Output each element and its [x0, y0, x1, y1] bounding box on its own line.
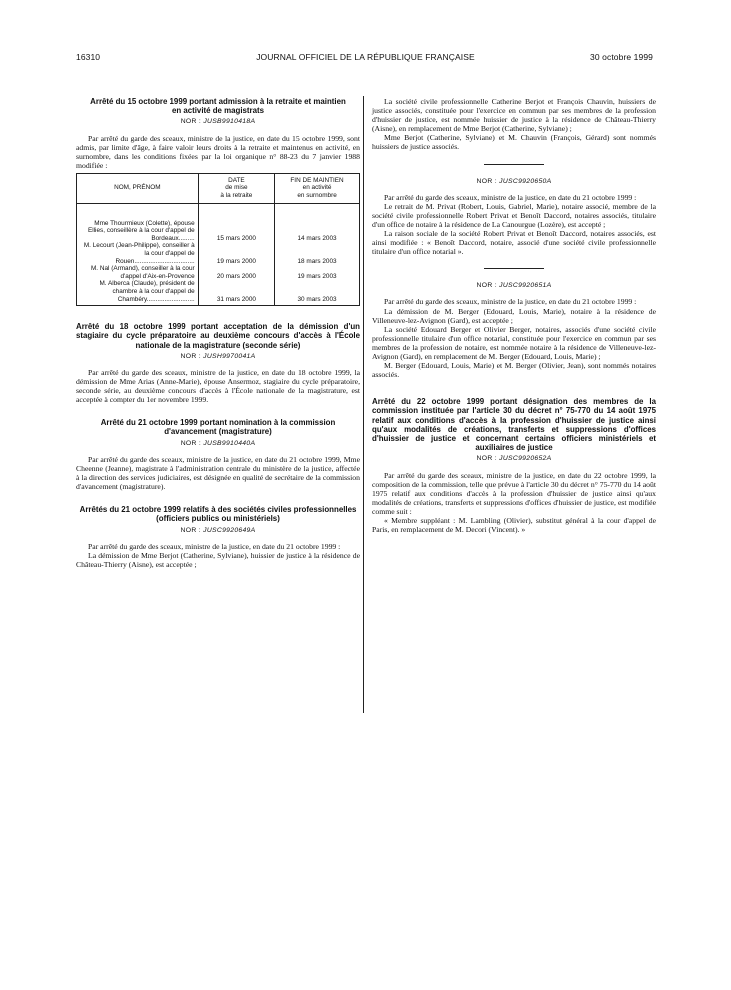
separator-rule [484, 268, 544, 269]
nor-code: JUSB9910418A [203, 118, 256, 126]
nor-label: NOR : [476, 177, 497, 185]
paragraph: Par arrêté du garde des sceaux, ministre de la justice, en date du 21 octobre 1999 : [384, 192, 637, 202]
arrete-privat [372, 177, 656, 257]
right-column [372, 97, 656, 534]
nor-code: JUSC9920651A [499, 282, 552, 290]
article-commission-huissiers [372, 397, 656, 534]
paragraph: Par arrêté du garde des sceaux, ministre de la justice, en date du 21 octobre 1999, Mme Cheenne (Jeanne), magistrate à l'administration centrale du ministère de la justice, affectée à la direction des services judiciaires, est désignée en qualité de secrétaire de la commission d'avancement (magistrature). [76, 454, 360, 492]
paragraph: Mme Berjot (Catherine, Sylviane) et M. Chauvin (François, Gérard) sont nommés huissiers de justice associés. [372, 133, 656, 152]
column-header-name: NOM, PRÉNOM [77, 173, 199, 203]
separator-rule [484, 164, 544, 165]
page-number: 16310 [76, 52, 101, 62]
paragraph: La démission de Mme Berjot (Catherine, Sylviane), huissier de justice à la résidence de Château-Thierry (Aisne), est acceptée ; [76, 550, 360, 569]
nor-code: JUSH9970041A [203, 352, 256, 360]
column-header-fin: FIN DE MAINTIEN en activité en surnombre [275, 173, 360, 203]
table-row [77, 265, 360, 280]
left-column [76, 97, 360, 569]
paragraph: Par arrêté du garde des sceaux, ministre de la justice, en date du 18 octobre 1999, la démission de Mme Arias (Anne-Marie), épouse Ansermoz, stagiaire du cycle préparatoire, seconde série, au deuxième concours d'accès à l'École nationale de la magistrature, est acceptée à compter du 1er novembre 1999. [76, 367, 360, 405]
paragraph: M. Berger (Edouard, Louis, Marie) et M. Berger (Olivier, Jean), sont nommés notaires associés. [372, 361, 656, 380]
nor-reference [372, 177, 656, 186]
nor-label: NOR : [180, 118, 202, 126]
cell-date: 20 mars 2000 [198, 265, 274, 280]
article-title: Arrêté du 21 octobre 1999 portant nomination à la commission d'avancement (magistrature) [100, 418, 336, 437]
nor-label: NOR : [476, 282, 497, 290]
nor-reference [372, 454, 656, 463]
column-header-date: DATE de mise à la retraite [198, 173, 274, 203]
article-title: Arrêtés du 21 octobre 1999 relatifs à des sociétés civiles professionnelles (officiers publics ou ministériels) [79, 505, 357, 524]
nor-reference [76, 352, 360, 361]
cell-fin: 19 mars 2003 [275, 265, 360, 280]
cell-fin: 18 mars 2003 [275, 242, 360, 265]
article-title: Arrêté du 15 octobre 1999 portant admission à la retraite et maintien en activité de magistrats [90, 97, 346, 116]
paragraph: Par arrêté du garde des sceaux, ministre de la justice, en date du 15 octobre 1999, sont admis, par limite d'âge, à faire valoir leurs droits à la retraite et maintenus en activité, en surnombre, dans les conditions fixées par la loi organique n° 88-23 du 7 janvier 1988 modifiée : [76, 133, 360, 170]
paragraph: La raison sociale de la société Robert Privat et Benoît Daccord, notaires associés, est ainsi modifiée : « Benoît Daccord, notaire, associé d'une société civile professionnelle titulaire d'un office notarial ». [372, 229, 656, 257]
nor-label: NOR : [476, 455, 497, 463]
paragraph: La démission de M. Berger (Edouard, Louis, Marie), notaire à la résidence de Villeneuve-lez-Avignon (Gard), est acceptée ; [372, 306, 656, 325]
paragraph: La société Edouard Berger et Olivier Berger, notaires, associés d'une société civile professionnelle titulaire d'un office notarial, constituée pour l'exercice en commun par ses membres de la profession de notaire, est nommée notaire à la résidence de Villeneuve-lez-Avignon (Gard), en remplacement de M. Berger (Edouard, Louis, Marie) ; [372, 324, 656, 361]
cell-fin: 30 mars 2003 [275, 280, 360, 305]
paragraph: Par arrêté du garde des sceaux, ministre de la justice, en date du 21 octobre 1999 : [384, 297, 637, 307]
article-demission-stagiaire [76, 322, 360, 404]
journal-title: JOURNAL OFFICIEL DE LA RÉPUBLIQUE FRANÇAISE [256, 52, 475, 62]
cell-date: 19 mars 2000 [198, 242, 274, 265]
nor-label: NOR : [180, 526, 201, 534]
article-title: Arrêté du 18 octobre 1999 portant acceptation de la démission d'un stagiaire du cycle préparatoire au deuxième concours d'accès à l'École nationale de la magistrature (seconde série) [76, 322, 360, 350]
nor-code: JUSC9920652A [499, 455, 552, 463]
column-divider [363, 96, 364, 713]
paragraph: Par arrêté du garde des sceaux, ministre de la justice, en date du 21 octobre 1999 : [88, 541, 341, 551]
arrete-berger [372, 281, 656, 379]
nor-reference [76, 117, 360, 126]
nor-label: NOR : [180, 439, 202, 447]
article-societes-civiles [76, 505, 360, 569]
paragraph: La société civile professionnelle Catherine Berjot et François Chauvin, huissiers de justice associés, constituée pour l'exercice en commun par ses membres de la profession d'huissier de justice, est nommée huissier de justice à la résidence de Château-Thierry (Aisne), en remplacement de Mme Berjot (Catherine, Sylviane) ; [372, 97, 656, 134]
cell-date: 31 mars 2000 [198, 280, 274, 305]
paragraph: Le retrait de M. Privat (Robert, Louis, Gabriel, Marie), notaire associé, membre de la société civile professionnelle Robert Privat et Benoît Daccord, notaires associés, titulaire d'un office de notaire à la résidence de La Canourgue (Lozère), est accepté ; [372, 201, 656, 229]
nor-code: JUSB9910440A [203, 439, 256, 447]
cell-name: M. Nal (Armand), conseiller à la cour d'appel d'Aix-en-Provence [77, 265, 199, 280]
nor-code: JUSC9920649A [203, 526, 256, 534]
paragraph: « Membre suppléant : M. Lambling (Olivier), substitut général à la cour d'appel de Paris, en remplacement de M. Decori (Vincent). » [372, 516, 656, 535]
nor-reference [372, 281, 656, 290]
magistrates-table [76, 173, 360, 306]
nor-label: NOR : [180, 352, 201, 360]
nor-reference [76, 439, 360, 448]
cell-name: M. Lecourt (Jean-Philippe), conseiller à la cour d'appel de Rouen.................................. [77, 242, 199, 265]
nor-reference [76, 526, 360, 535]
cell-fin: 14 mars 2003 [275, 203, 360, 242]
paragraph: Par arrêté du garde des sceaux, ministre de la justice, en date du 22 octobre 1999, la composition de la commission, telle que prévue à l'article 30 du décret n° 75-770 du 14 août 1975 relatif aux conditions d'accès à la profession d'huissier de justice ainsi qu'aux modalités de créations, transferts et suppressions d'offices d'huissier de justice, est modifiée comme suit : [372, 470, 656, 516]
table-row [77, 242, 360, 265]
article-nomination-commission [76, 418, 360, 491]
cell-date: 15 mars 2000 [198, 203, 274, 242]
issue-date: 30 octobre 1999 [590, 52, 653, 62]
cell-name: M. Alberca (Claude), président de chambre à la cour d'appel de Chambéry........................... [77, 280, 199, 305]
continuation-berjot [372, 97, 656, 152]
table-row [77, 280, 360, 305]
article-retraite [76, 97, 360, 306]
cell-name: Mme Thourmieux (Colette), épouse Ellies, conseillère à la cour d'appel de Bordeaux......... [77, 203, 199, 242]
article-title: Arrêté du 22 octobre 1999 portant désignation des membres de la commission instituée par l'article 30 du décret n° 75-770 du 14 août 1975 relatif aux conditions d'accès à la profession d'huissier de justice ainsi qu'aux modalités de créations, transferts et suppressions d'offices d'huissier de justice et concernant certains officiers ministériels et auxiliaires de justice [372, 397, 656, 453]
table-row [77, 203, 360, 242]
nor-code: JUSC9920650A [499, 177, 552, 185]
